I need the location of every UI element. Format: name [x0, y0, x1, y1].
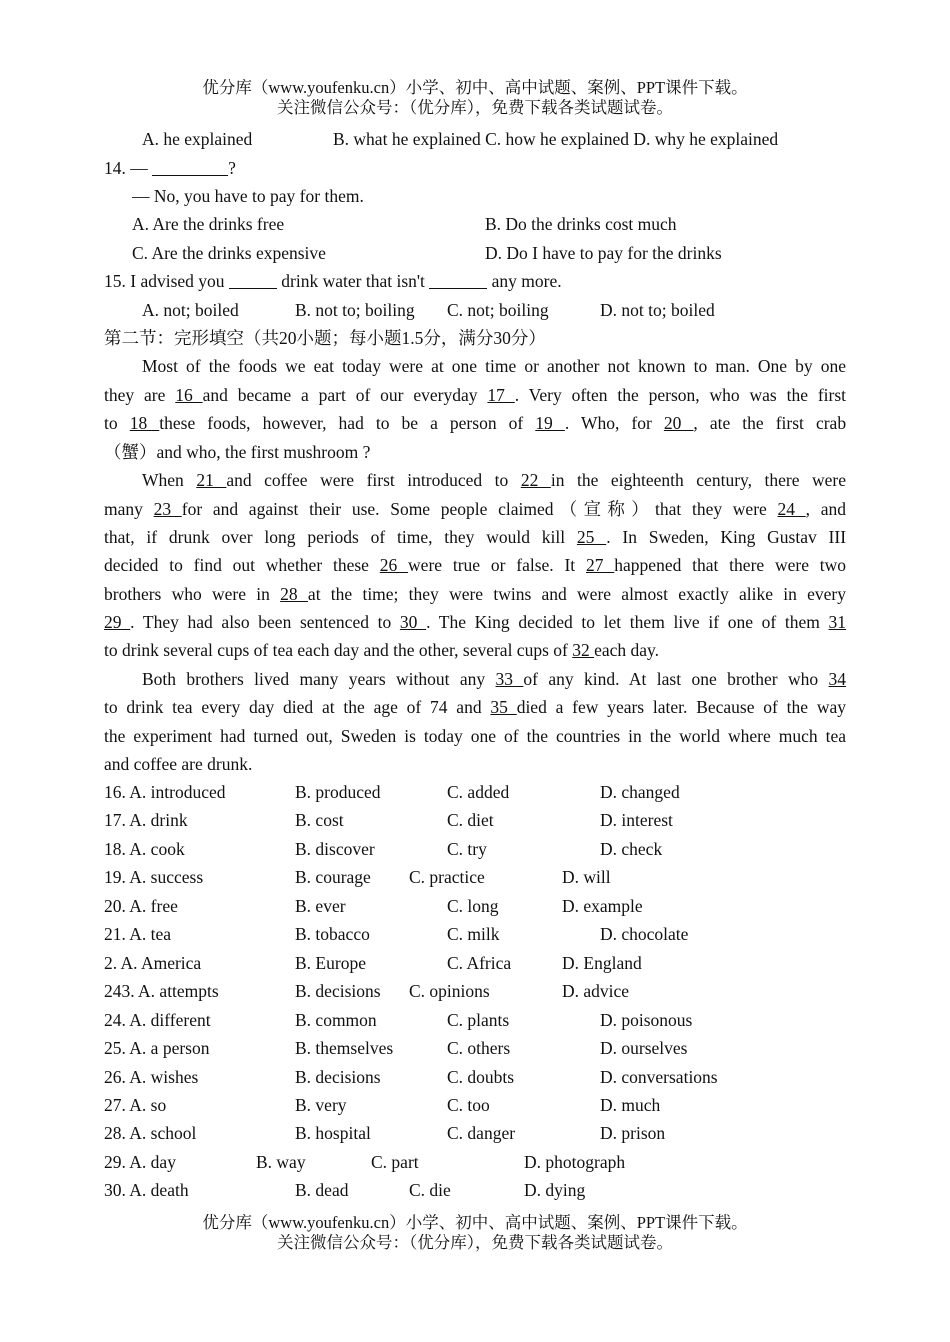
- passage-line-1: Most of the foods we eat today were at one time or another not known to man. One by one: [142, 356, 846, 376]
- q14-reply: — No, you have to pay for them.: [132, 186, 364, 206]
- choice-17-a: 17. A. drink: [104, 810, 188, 831]
- choice-17-c: C. diet: [447, 810, 494, 831]
- q14-option-b: B. Do the drinks cost much: [485, 214, 677, 234]
- blank-32: 32: [572, 640, 595, 660]
- text: died a few years later. Because of the way: [516, 697, 847, 717]
- choice-20-a: 20. A. free: [104, 895, 178, 916]
- text: decided to find out whether these: [104, 555, 369, 575]
- choice-22-a: 2. A. America: [104, 952, 202, 973]
- q15-stem: [104, 269, 562, 293]
- q15-part-3: any more.: [491, 271, 562, 291]
- choice-25-d: D. ourselves: [600, 1038, 688, 1059]
- blank-26: 26: [379, 555, 409, 575]
- choice-28-a: 28. A. school: [104, 1123, 197, 1144]
- text: in the eighteenth century, there were: [550, 470, 847, 490]
- choice-16-c: C. added: [447, 782, 510, 802]
- choice-19-c: C. practice: [409, 867, 485, 888]
- choice-24-c: C. plants: [447, 1009, 510, 1030]
- choice-23-c: C. opinions: [409, 981, 490, 1002]
- choice-19-d: D. will: [562, 867, 611, 888]
- passage-line-6: [104, 497, 846, 521]
- choice-17-d: D. interest: [600, 810, 673, 831]
- choice-24-d: D. poisonous: [600, 1009, 693, 1030]
- choice-30-c: C. die: [409, 1180, 451, 1201]
- choice-21-b: B. tobacco: [295, 924, 370, 945]
- choice-22-b: B. Europe: [295, 952, 366, 973]
- blank-25: 25: [576, 527, 607, 547]
- text: happened that there were two: [614, 555, 847, 575]
- choice-25-a: 25. A. a person: [104, 1038, 210, 1059]
- choice-26-c: C. doubts: [447, 1066, 515, 1087]
- choice-20-b: B. ever: [295, 895, 346, 916]
- choice-28-c: C. danger: [447, 1123, 516, 1144]
- q14-blank: [152, 158, 228, 176]
- passage-line-3: [104, 411, 846, 435]
- passage-line-10: [104, 610, 846, 634]
- text: that, if drunk over long periods of time, they would kill: [104, 527, 566, 547]
- text: each day.: [594, 640, 660, 660]
- choice-23-d: D. advice: [562, 981, 630, 1002]
- q15-option-b: B. not to; boiling: [295, 300, 415, 320]
- text: to drink tea every day died at the age of 74 and: [104, 697, 482, 717]
- q13-options-bcd: B. what he explained C. how he explained D. why he explained: [333, 129, 779, 149]
- choice-30-d: D. dying: [524, 1180, 586, 1201]
- text: many: [104, 499, 143, 519]
- blank-18: 18: [129, 413, 160, 433]
- q13-option-a: A. he explained: [142, 129, 253, 149]
- blank-35: 35: [490, 697, 517, 717]
- choice-19-a: 19. A. success: [104, 867, 204, 888]
- choice-27-c: C. too: [447, 1094, 490, 1115]
- choice-21-d: D. chocolate: [600, 924, 689, 945]
- header-line-1: 优分库（www.youfenku.cn）小学、初中、高中试题、案例、PPT课件下载。: [202, 78, 748, 97]
- choice-24-a: 24. A. different: [104, 1009, 211, 1030]
- text: at the time; they were twins and were almost exactly alike in every: [307, 584, 847, 604]
- text: , ate the first crab: [693, 413, 847, 433]
- passage-line-4: （蟹）and who, the first mushroom ?: [104, 442, 371, 462]
- passage-line-8: [104, 553, 846, 577]
- text: . In Sweden, King Gustav III: [606, 527, 847, 547]
- passage-line-12: [142, 667, 846, 691]
- blank-33: 33: [495, 669, 524, 689]
- blank-21: 21: [196, 470, 227, 490]
- choice-29-b: B. way: [256, 1151, 306, 1172]
- choice-23-b: B. decisions: [295, 981, 381, 1002]
- footer-line-1: 优分库（www.youfenku.cn）小学、初中、高中试题、案例、PPT课件下载。: [202, 1213, 748, 1232]
- choice-20-d: D. example: [562, 895, 643, 916]
- blank-16: 16: [175, 385, 203, 405]
- choice-18-c: C. try: [447, 838, 487, 859]
- choice-21-c: C. milk: [447, 924, 500, 945]
- text: to: [104, 413, 118, 433]
- choice-17-b: B. cost: [295, 810, 344, 831]
- passage-line-9: [104, 582, 846, 606]
- text: . Who, for: [564, 413, 652, 433]
- text: to drink several cups of tea each day and the other, several cups of: [104, 640, 568, 660]
- choice-30-b: B. dead: [295, 1180, 349, 1201]
- blank-27: 27: [585, 555, 615, 575]
- passage-line-14: the experiment had turned out, Sweden is today one of the countries in the world where much tea: [104, 726, 846, 746]
- text: these foods, however, had to be a person of: [159, 413, 524, 433]
- choice-16-a: 16. A. introduced: [104, 782, 226, 802]
- choice-20-c: C. long: [447, 895, 499, 916]
- q15-blank-1: [229, 271, 277, 289]
- text: When: [142, 470, 184, 490]
- q14-stem-end: ?: [228, 158, 236, 178]
- q14-stem: [104, 156, 236, 180]
- text: for and against their use. Some people claimed（宣称）that they were: [181, 499, 767, 519]
- q15-part-1: 15. I advised you: [104, 271, 225, 291]
- choice-18-a: 18. A. cook: [104, 838, 185, 859]
- q14-option-a: A. Are the drinks free: [132, 214, 285, 234]
- q14-option-c: C. Are the drinks expensive: [132, 243, 326, 263]
- text: were true or false. It: [408, 555, 576, 575]
- choice-23-a: 243. A. attempts: [104, 981, 219, 1002]
- choice-29-a: 29. A. day: [104, 1151, 176, 1172]
- passage-line-11: [104, 638, 659, 662]
- choice-26-b: B. decisions: [295, 1066, 381, 1087]
- choice-22-c: C. Africa: [447, 952, 512, 973]
- blank-29: 29: [104, 612, 131, 632]
- section-2-title: 第二节：完形填空（共20小题；每小题1.5分，满分30分）: [104, 328, 546, 348]
- passage-line-15: and coffee are drunk.: [104, 754, 253, 774]
- choice-24-b: B. common: [295, 1009, 377, 1030]
- passage-line-5: [142, 468, 846, 492]
- choice-16-b: B. produced: [295, 782, 381, 802]
- blank-28: 28: [280, 584, 308, 604]
- choice-30-a: 30. A. death: [104, 1180, 189, 1201]
- choice-18-d: D. check: [600, 838, 663, 859]
- choice-19-b: B. courage: [295, 867, 371, 888]
- blank-30: 30: [399, 612, 427, 632]
- choice-25-b: B. themselves: [295, 1038, 394, 1059]
- q15-option-d: D. not to; boiled: [600, 300, 715, 320]
- choice-27-d: D. much: [600, 1094, 661, 1115]
- choice-29-c: C. part: [371, 1151, 419, 1172]
- choice-22-d: D. England: [562, 952, 642, 973]
- blank-22: 22: [520, 470, 551, 490]
- text: of any kind. At last one brother who: [523, 669, 819, 689]
- blank-34: 34: [828, 669, 847, 689]
- page-footer: [0, 1213, 950, 1253]
- text: and coffee were first introduced to: [226, 470, 509, 490]
- choice-26-d: D. conversations: [600, 1066, 718, 1087]
- choice-25-c: C. others: [447, 1038, 511, 1059]
- text: and became a part of our everyday: [202, 385, 478, 405]
- choice-27-b: B. very: [295, 1094, 347, 1115]
- choice-27-a: 27. A. so: [104, 1094, 167, 1115]
- blank-31: 31: [828, 612, 847, 632]
- blank-19: 19: [535, 413, 565, 433]
- choice-28-d: D. prison: [600, 1123, 666, 1144]
- q15-option-a: A. not; boiled: [142, 300, 239, 320]
- choice-26-a: 26. A. wishes: [104, 1066, 199, 1087]
- header-line-2: 关注微信公众号：（优分库），免费下载各类试题试卷。: [277, 98, 673, 117]
- q15-option-c: C. not; boiling: [447, 300, 549, 320]
- q14-number: 14. —: [104, 158, 148, 178]
- text: they are: [104, 385, 166, 405]
- text: brothers who were in: [104, 584, 270, 604]
- passage-line-13: [104, 695, 846, 719]
- text: Both brothers lived many years without any: [142, 669, 486, 689]
- text: . The King decided to let them live if one of them: [426, 612, 820, 632]
- text: . They had also been sentenced to: [130, 612, 392, 632]
- blank-23: 23: [153, 499, 182, 519]
- footer-line-2: 关注微信公众号：（优分库），免费下载各类试题试卷。: [277, 1233, 673, 1252]
- choice-28-b: B. hospital: [295, 1123, 371, 1144]
- q15-part-2: drink water that isn't: [281, 271, 425, 291]
- choice-29-d: D. photograph: [524, 1151, 626, 1172]
- page-header: [0, 78, 950, 118]
- choice-16-d: D. changed: [600, 782, 680, 802]
- passage-line-2: [104, 383, 846, 407]
- text: , and: [805, 499, 847, 519]
- blank-24: 24: [777, 499, 806, 519]
- q15-blank-2: [429, 271, 487, 289]
- blank-17: 17: [487, 385, 515, 405]
- passage-line-7: [104, 525, 846, 549]
- blank-20: 20: [663, 413, 694, 433]
- choice-18-b: B. discover: [295, 838, 375, 859]
- choice-21-a: 21. A. tea: [104, 924, 172, 945]
- q14-option-d: D. Do I have to pay for the drinks: [485, 243, 722, 263]
- text: . Very often the person, who was the first: [514, 385, 847, 405]
